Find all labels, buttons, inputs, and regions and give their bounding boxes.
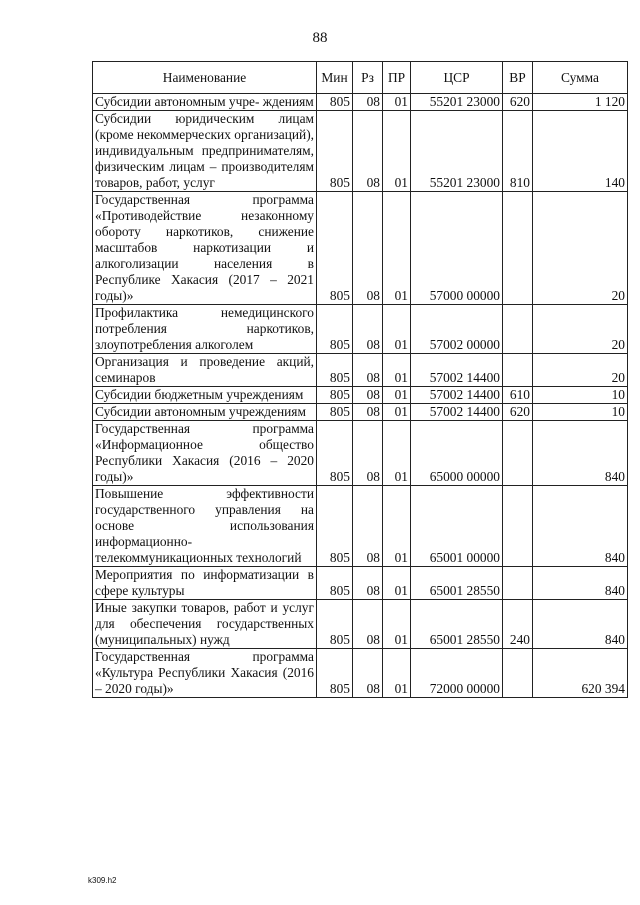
- cell-csr: 55201 23000: [411, 111, 503, 192]
- cell-rz: 08: [353, 305, 383, 354]
- cell-csr: 57002 14400: [411, 354, 503, 387]
- cell-sum: 20: [533, 354, 628, 387]
- cell-sum: 840: [533, 486, 628, 567]
- column-header-sum: Сумма: [533, 62, 628, 94]
- cell-sum: 140: [533, 111, 628, 192]
- table-row: [93, 404, 628, 421]
- cell-csr: 57002 00000: [411, 305, 503, 354]
- cell-min: 805: [317, 600, 353, 649]
- cell-vr: 620: [503, 404, 533, 421]
- cell-min: 805: [317, 649, 353, 698]
- cell-name: Организация и проведение акций, семинаров: [93, 354, 317, 387]
- cell-name: Субсидии бюджетным учреждениям: [93, 387, 317, 404]
- cell-pr: 01: [383, 354, 411, 387]
- cell-min: 805: [317, 111, 353, 192]
- cell-rz: 08: [353, 567, 383, 600]
- cell-sum: 1 120: [533, 94, 628, 111]
- cell-vr: 610: [503, 387, 533, 404]
- table-row: [93, 567, 628, 600]
- cell-sum: 10: [533, 387, 628, 404]
- cell-pr: 01: [383, 404, 411, 421]
- cell-csr: 65001 28550: [411, 600, 503, 649]
- cell-name: Профилактика немедицинского потребления наркотиков, злоупотребления алкоголем: [93, 305, 317, 354]
- cell-name: Субсидии автономным учреждениям: [93, 404, 317, 421]
- cell-vr: 810: [503, 111, 533, 192]
- cell-min: 805: [317, 404, 353, 421]
- cell-pr: 01: [383, 111, 411, 192]
- cell-csr: 55201 23000: [411, 94, 503, 111]
- cell-vr: [503, 567, 533, 600]
- cell-name: Субсидии юридическим лицам (кроме некоммерческих организаций), индивидуальным предпринимателям, физическим лицам – производителям товаров, работ, услуг: [93, 111, 317, 192]
- cell-sum: 620 394: [533, 649, 628, 698]
- cell-pr: 01: [383, 567, 411, 600]
- cell-min: 805: [317, 387, 353, 404]
- cell-vr: 240: [503, 600, 533, 649]
- cell-sum: 10: [533, 404, 628, 421]
- cell-vr: [503, 486, 533, 567]
- cell-name: Мероприятия по информатизации в сфере культуры: [93, 567, 317, 600]
- cell-csr: 57002 14400: [411, 404, 503, 421]
- table-row: [93, 649, 628, 698]
- table-header-row: [93, 62, 628, 94]
- cell-rz: 08: [353, 421, 383, 486]
- cell-min: 805: [317, 192, 353, 305]
- cell-min: 805: [317, 354, 353, 387]
- table-row: [93, 305, 628, 354]
- column-header-rz: Рз: [353, 62, 383, 94]
- cell-vr: 620: [503, 94, 533, 111]
- table-row: [93, 94, 628, 111]
- cell-vr: [503, 192, 533, 305]
- table-row: [93, 192, 628, 305]
- table-row: [93, 354, 628, 387]
- cell-rz: 08: [353, 404, 383, 421]
- cell-min: 805: [317, 567, 353, 600]
- column-header-name: Наименование: [93, 62, 317, 94]
- page-number: 88: [312, 30, 328, 46]
- footer-code: k309.h2: [88, 876, 117, 885]
- cell-rz: 08: [353, 387, 383, 404]
- cell-vr: [503, 649, 533, 698]
- budget-table: [92, 61, 628, 698]
- cell-name: Повышение эффективности государственного управления на основе использования информационно-телекоммуникационных технологий: [93, 486, 317, 567]
- cell-sum: 840: [533, 567, 628, 600]
- cell-name: Субсидии автономным учре- ждениям: [93, 94, 317, 111]
- cell-pr: 01: [383, 486, 411, 567]
- cell-sum: 20: [533, 305, 628, 354]
- table-row: [93, 387, 628, 404]
- cell-min: 805: [317, 486, 353, 567]
- cell-rz: 08: [353, 354, 383, 387]
- column-header-csr: ЦСР: [411, 62, 503, 94]
- table-row: [93, 421, 628, 486]
- cell-min: 805: [317, 305, 353, 354]
- cell-csr: 65001 00000: [411, 486, 503, 567]
- table-row: [93, 486, 628, 567]
- cell-pr: 01: [383, 600, 411, 649]
- cell-csr: 57000 00000: [411, 192, 503, 305]
- cell-name: Государственная программа «Культура Республики Хакасия (2016 – 2020 годы)»: [93, 649, 317, 698]
- cell-rz: 08: [353, 649, 383, 698]
- cell-csr: 65000 00000: [411, 421, 503, 486]
- cell-rz: 08: [353, 94, 383, 111]
- cell-rz: 08: [353, 600, 383, 649]
- cell-pr: 01: [383, 192, 411, 305]
- cell-csr: 72000 00000: [411, 649, 503, 698]
- cell-csr: 65001 28550: [411, 567, 503, 600]
- column-header-min: Мин: [317, 62, 353, 94]
- table-row: [93, 600, 628, 649]
- cell-pr: 01: [383, 305, 411, 354]
- cell-csr: 57002 14400: [411, 387, 503, 404]
- cell-pr: 01: [383, 387, 411, 404]
- cell-name: Государственная программа «Противодействие незаконному обороту наркотиков, снижение масштабов наркотизации и алкоголизации населения в Республике Хакасия (2017 – 2021 годы)»: [93, 192, 317, 305]
- cell-sum: 20: [533, 192, 628, 305]
- table-body: [93, 94, 628, 698]
- column-header-vr: ВР: [503, 62, 533, 94]
- cell-sum: 840: [533, 421, 628, 486]
- cell-min: 805: [317, 421, 353, 486]
- cell-name: Иные закупки товаров, работ и услуг для обеспечения государственных (муниципальных) нужд: [93, 600, 317, 649]
- cell-pr: 01: [383, 649, 411, 698]
- column-header-pr: ПР: [383, 62, 411, 94]
- cell-min: 805: [317, 94, 353, 111]
- cell-pr: 01: [383, 94, 411, 111]
- cell-name: Государственная программа «Информационное общество Республики Хакасия (2016 – 2020 годы)»: [93, 421, 317, 486]
- cell-rz: 08: [353, 486, 383, 567]
- table-row: [93, 111, 628, 192]
- cell-vr: [503, 421, 533, 486]
- cell-pr: 01: [383, 421, 411, 486]
- cell-rz: 08: [353, 111, 383, 192]
- cell-sum: 840: [533, 600, 628, 649]
- cell-vr: [503, 305, 533, 354]
- cell-rz: 08: [353, 192, 383, 305]
- cell-vr: [503, 354, 533, 387]
